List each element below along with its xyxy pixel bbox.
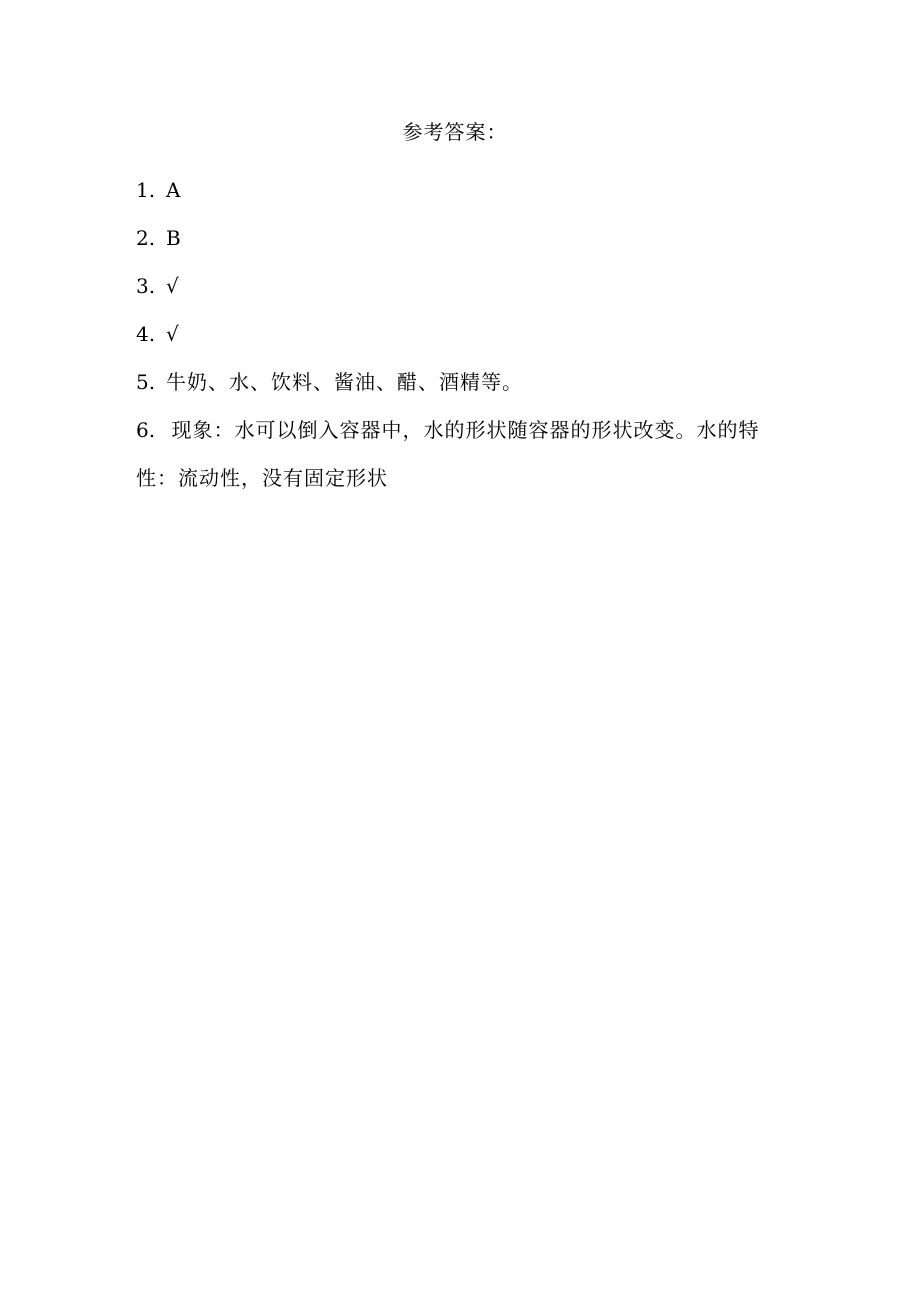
answer-number: 3.	[136, 274, 156, 298]
answer-text: √	[166, 322, 180, 346]
answer-text: 现象：水可以倒入容器中，水的形状随容器的形状改变。水的特性：流动性，没有固定形状	[136, 418, 760, 490]
answer-item-5	[136, 358, 786, 406]
answer-number: 2.	[136, 226, 156, 250]
answer-text: B	[166, 226, 182, 250]
answer-item-6	[136, 406, 786, 502]
answer-item-1	[136, 166, 786, 214]
answer-item-3	[136, 262, 786, 310]
answer-text: √	[166, 274, 180, 298]
answer-list	[136, 166, 786, 502]
page-title: 参考答案：	[402, 120, 508, 144]
answer-text: 牛奶、水、饮料、酱油、醋、酒精等。	[166, 370, 523, 394]
answer-item-4	[136, 310, 786, 358]
answer-number: 6.	[136, 418, 156, 442]
answer-item-2	[136, 214, 786, 262]
answer-text: A	[166, 178, 182, 202]
answer-number: 1.	[136, 178, 156, 202]
answer-number: 5.	[136, 370, 156, 394]
answer-number: 4.	[136, 322, 156, 346]
